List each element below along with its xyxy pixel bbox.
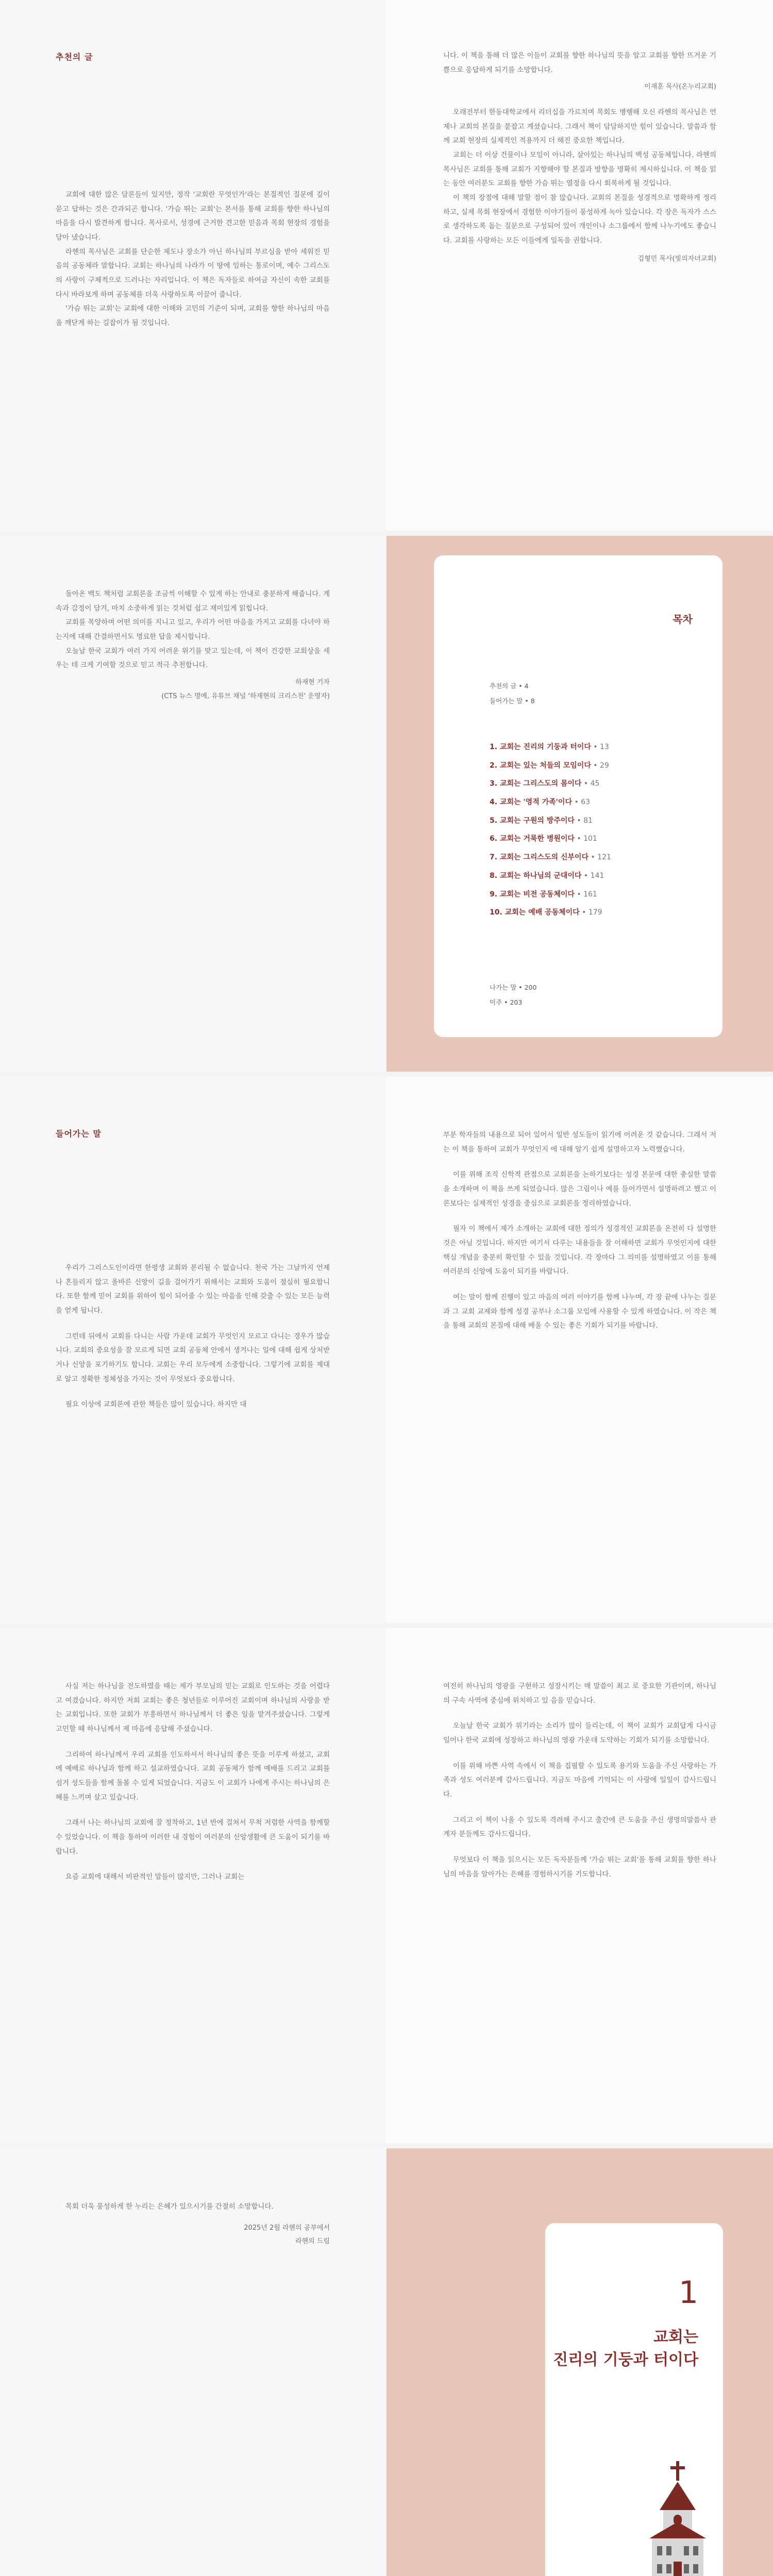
page-intro-right bbox=[386, 1077, 773, 1623]
toc-chapter-item[interactable]: 4. 교회는 '영적 가족'이다 • 63 bbox=[490, 798, 590, 807]
page-toc bbox=[386, 536, 773, 1072]
paragraph: 니다. 이 책을 통해 더 많은 이들이 교회를 향한 하나님의 뜻을 알고 교회를 향한 뜨거운 기쁨으로 응답하게 되기를 소망합니다. bbox=[443, 52, 716, 74]
body-text bbox=[443, 49, 716, 266]
body-text bbox=[56, 188, 330, 331]
paragraph: 이를 위해 조직 신학적 관점으로 교회론을 논하기보다는 성경 본문에 대한 충실한 말씀을 소개하며 이 책을 쓰게 되었습니다. 많은 그림이나 예를 들어가면서 설명하려고 했고 이론보다는 실제적인 성경을 중심으로 교회론을 정리하였습니다. bbox=[443, 1171, 716, 1208]
body-text bbox=[56, 2200, 330, 2249]
body-text bbox=[56, 1261, 330, 1412]
paragraph: 그리하여 하나님께서 우리 교회를 인도하셔서 하나님의 좋은 뜻을 이루게 하셨고, 교회에 예배로 하나님과 함께 하고 설교하였습니다. 교회 공동체가 함께 예배를 드리고 교회를 섬겨 성도들을 함께 돌볼 수 있게 되었습니다. 지금도 이 교회가 나에게 주시는 하나님의 은혜를 느끼며 살고 있습니다. bbox=[56, 1750, 330, 1802]
toc-item[interactable]: 추천의 글 • 4 bbox=[490, 682, 529, 690]
paragraph: 라헨의 목사님은 교회를 단순한 제도나 장소가 아닌 하나님의 부르심을 받아 세워진 믿음의 공동체라 말합니다. 교회는 하나님의 나라가 이 땅에 임하는 통로이며, 예수 그리스도의 사랑이 구체적으로 드러나는 자리입니다. 이 책은 독자들로 하여금 자신이 속한 교회를 다시 바라보게 하며 공동체를 더욱 사랑하도록 이끌어 줍니다. bbox=[56, 247, 330, 299]
toc-chapter-item[interactable]: 2. 교회는 있는 처들의 모임이다 • 29 bbox=[490, 761, 609, 770]
toc-chapter-item[interactable]: 1. 교회는 진리의 기둥과 터이다 • 13 bbox=[490, 743, 609, 751]
paragraph: 우리가 그리스도인이라면 한평생 교회와 분리될 수 없습니다. 천국 가는 그날까지 언제나 흔들리지 않고 올바른 신앙이 길을 걸어가기 위해서는 교회와 도움이 절실히 필요합니다. 또한 함께 믿어 교회를 위하여 힘이 되어줄 수 있는 마음을 인해 갖출 수 있는 모든 능력을 얻게 됩니다. bbox=[56, 1264, 330, 1315]
toc-item[interactable]: 들어가는 말 • 8 bbox=[490, 697, 535, 705]
signature: 라헨의 드림 bbox=[295, 2238, 330, 2246]
page-recommend-cont bbox=[0, 536, 386, 1072]
body-text bbox=[56, 587, 330, 703]
signature-note: (CTS 뉴스 명예, 유튜브 채널 '하재현의 크리스천' 운영자) bbox=[161, 692, 330, 700]
chapter-number: 1 bbox=[678, 2275, 698, 2311]
signature: 이재훈 목사(온누리교회) bbox=[644, 83, 716, 91]
page-chapter1 bbox=[386, 2148, 773, 2576]
paragraph: 이를 위해 바쁜 사역 속에서 이 책을 집필할 수 있도록 용기와 도움을 주신 사랑하는 가족과 성도 여러분께 감사드립니다. 지금도 마음에 기억되는 이 사랑에 일일이 감사드립니다. bbox=[443, 1761, 716, 1799]
paragraph: 목회 더욱 풍성하게 한 누리는 은혜가 있으시기를 간절히 소망합니다. bbox=[65, 2202, 274, 2211]
signature: 하재현 기자 bbox=[295, 679, 330, 687]
spread-recommend bbox=[0, 0, 773, 531]
spread-chapter-opener bbox=[0, 2148, 773, 2576]
page-intro-left bbox=[0, 1077, 386, 1623]
paragraph: 오늘날 한국 교회가 위기라는 소리가 많이 들리는데, 이 책이 교회가 교회답게 다시금 일어나 한국 교회에 성장하고 하나님의 영광 가운데 도약하는 기회가 되기를 소망합니다. bbox=[443, 1722, 716, 1745]
toc-chapter-item[interactable]: 9. 교회는 비전 공동체이다 • 161 bbox=[490, 890, 597, 899]
paragraph: 오늘날 한국 교회가 여러 가지 어려운 위기를 맞고 있는데, 이 책이 건강한 교회상을 세우는 데 크게 기여할 것으로 믿고 적극 추천합니다. bbox=[56, 647, 330, 670]
body-text bbox=[56, 1680, 330, 1885]
section-heading: 들어가는 말 bbox=[56, 1129, 102, 1139]
spread-toc bbox=[0, 536, 773, 1072]
toc-chapter-item[interactable]: 5. 교회는 구원의 방주이다 • 81 bbox=[490, 816, 593, 825]
signature-date: 2025년 2월 라헨의 공부에서 bbox=[244, 2224, 330, 2232]
page-intro-left-2 bbox=[0, 1628, 386, 2143]
page-intro-right-2 bbox=[386, 1628, 773, 2143]
toc-title: 목차 bbox=[673, 613, 693, 625]
paragraph: 교회를 목양하며 어떤 의미를 지니고 있고, 우리가 어떤 마음을 가지고 교회를 다녀야 하는지에 대해 간결하면서도 명료한 답을 제시합니다. bbox=[56, 618, 330, 641]
page-recommend-right bbox=[386, 0, 773, 531]
body-text bbox=[443, 1128, 716, 1333]
spread-intro bbox=[0, 1077, 773, 1623]
page-intro-end bbox=[0, 2148, 386, 2576]
paragraph: 그래서 나는 하나님의 교회에 잘 정착하고, 1년 반에 걸쳐서 무척 저렴한 사역을 함께할 수 있었습니다. 이 책을 통하여 이러한 내 경험이 여러분의 신앙생활에 큰 도움이 되기를 바랍니다. bbox=[56, 1819, 330, 1856]
toc-chapter-item[interactable]: 3. 교회는 그리스도의 몸이다 • 45 bbox=[490, 779, 600, 788]
toc-intro-list bbox=[490, 679, 535, 709]
toc-chapter-item[interactable]: 6. 교회는 거룩한 병원이다 • 101 bbox=[490, 835, 597, 843]
church-icon bbox=[647, 2461, 709, 2576]
paragraph: 돌아온 백도 책처럼 교회론을 조금씩 이해할 수 있게 하는 안내로 충분하게 해줍니다. 계속과 감정이 담겨, 마치 소중하게 읽는 것처럼 쉽고 재미있게 읽힙니다. bbox=[56, 590, 330, 613]
toc-item[interactable]: 미주 • 203 bbox=[490, 998, 523, 1006]
page-recommend-left bbox=[0, 0, 386, 531]
toc-chapter-item[interactable]: 7. 교회는 그리스도의 신부이다 • 121 bbox=[490, 853, 611, 862]
paragraph: 부분 학자들의 내용으로 되어 있어서 일반 성도들이 읽기에 어려운 것 같습니다. 그래서 저는 이 책을 통하여 교회가 무엇인지 에 대해 알기 쉽게 설명하고자 노력했습니다. bbox=[443, 1131, 716, 1154]
toc-chapter-list bbox=[490, 738, 611, 922]
paragraph: 사실 저는 하나님을 전도하였을 때는 제가 부모님의 믿는 교회로 인도하는 것을 어렵다고 여겼습니다. 하지만 저희 교회는 좋은 청년들로 이루어진 교회이며 하나님의 사랑을 받는 교회입니다. 또한 교회가 부흥하면서 하나님께서 더 좋은 일을 맡겨주셨습니다. 그렇게 고민할 때 하나님께서 제 마음에 응답해 주셨습니다. bbox=[56, 1682, 330, 1734]
paragraph: 필요 이상에 교회론에 관한 책들은 많이 있습니다. 하지만 대 bbox=[65, 1400, 247, 1409]
paragraph: 그런데 뒤에서 교회를 다니는 사람 가운데 교회가 무엇인지 모르고 다니는 경우가 많습니다. 교회의 중요성을 잘 모르게 되면 교회 공동체 안에서 생겨나는 일에 대해 쉽게 상처받거나 신앙을 포기하기도 합니다. 교회는 우리 모두에게 소중합니다. 그렇기에 교회를 제대로 알고 정확한 정체성을 가지는 것이 무엇보다 중요합니다. bbox=[56, 1332, 330, 1383]
toc-outro-list bbox=[490, 980, 536, 1010]
section-heading: 추천의 글 bbox=[56, 52, 93, 62]
chapter-title: 교회는 진리의 기둥과 터이다 bbox=[553, 2328, 698, 2369]
toc-chapter-item[interactable]: 8. 교회는 하나님의 군대이다 • 141 bbox=[490, 871, 604, 880]
paragraph: 이 책의 장점에 대해 말할 점이 참 많습니다. 교회의 본질을 성경적으로 명확하게 정리하고, 실제 목회 현장에서 경험한 이야기들이 풍성하게 녹아 있습니다. 각 장은 독자가 스스로 생각하도록 돕는 질문으로 구성되어 있어 개인이나 소그룹에서 함께 나누기에도 좋습니다. 교회를 사랑하는 모든 이들에게 일독을 권합니다. bbox=[443, 194, 716, 245]
paragraph: 교회는 더 이상 건물이나 모임이 아니라, 살아있는 하나님의 백성 공동체입니다. 라헨의 목사님은 교회를 통해 교회가 지향해야 할 본질과 방향을 명확히 제시하십니다. 이 책을 읽는 동안 여러분도 교회를 향한 가슴 뛰는 열정을 다시 회복하게 될 것입니다. bbox=[443, 151, 716, 188]
paragraph: 여전히 하나님의 영광을 구현하고 성장시키는 매 말씀이 최고 로 중요한 기관이며, 하나님의 구속 사역에 중심에 위치하고 있 음을 믿습니다. bbox=[443, 1682, 716, 1705]
paragraph: '가슴 뛰는 교회'는 교회에 대한 이해와 고민의 기준이 되며, 교회를 향한 하나님의 마음을 깨닫게 하는 길잡이가 될 것입니다. bbox=[56, 304, 330, 328]
paragraph: 여는 말이 함께 진행이 있고 마음의 여러 이야기를 함께 나누며, 각 장 끝에 나누는 질문과 그 교회 교제와 함께 성경 공부나 소그룹 모임에 사용할 수 있게 하였습니다. 이 작은 책을 통해 교회의 본질에 대해 배울 수 있는 좋은 기회가 되기를 바랍니다. bbox=[443, 1293, 716, 1330]
paragraph: 그리고 이 책이 나올 수 있도록 격려해 주시고 출간에 큰 도움을 주신 생명의말씀사 관계자 분들께도 감사드립니다. bbox=[443, 1816, 716, 1839]
paragraph: 요즘 교회에 대해서 비판적인 말들이 많지만, 그러나 교회는 bbox=[65, 1873, 245, 1882]
paragraph: 교회에 대한 많은 담론들이 있지만, 정작 '교회란 무엇인가'라는 본질적인 질문에 깊이 묻고 답하는 것은 간과되곤 합니다. '가슴 뛰는 교회'는 본서를 통해 교회를 향한 하나님의 마음을 다시 발견하게 합니다. 목사로서, 성경에 근거한 견고한 믿음과 목회 현장의 경험을 담아 냈습니다. bbox=[56, 191, 330, 242]
paragraph: 필자 이 책에서 제가 소개하는 교회에 대한 정의가 성경적인 교회론을 온전히 다 설명한 것은 아닐 것입니다. 하지만 여기서 다루는 내용들을 잘 이해하면 교회가 무엇인지에 대한 핵심 개념을 충분히 확인할 수 있을 것입니다. 각 장마다 그 의미를 설명하였고 이를 통해 여러분의 신앙에 도움이 되기를 바랍니다. bbox=[443, 1225, 716, 1276]
spread-intro-2 bbox=[0, 1628, 773, 2143]
body-text bbox=[443, 1680, 716, 1882]
chapter-card bbox=[545, 2223, 723, 2576]
paragraph: 무엇보다 이 책을 읽으시는 모든 독자분들께 '가슴 뛰는 교회'를 통해 교회를 향한 하나님의 마음을 알아가는 은혜를 경험하시기를 기도합니다. bbox=[443, 1856, 716, 1878]
toc-item[interactable]: 나가는 말 • 200 bbox=[490, 984, 537, 991]
paragraph: 오래전부터 한동대학교에서 리더십을 가르치며 목회도 병행해 오신 라헨의 목사님은 언제나 교회의 본질을 붙잡고 계셨습니다. 그래서 책이 담담하지만 힘이 있습니다. 말씀과 함께 교회 현장의 실제적인 적용까지 더 해진 중요한 책입니다. bbox=[443, 108, 716, 145]
toc-card bbox=[434, 555, 722, 1037]
toc-chapter-item[interactable]: 10. 교회는 예배 공동체이다 • 179 bbox=[490, 908, 602, 917]
signature: 김형민 목사(빛의자녀교회) bbox=[637, 255, 716, 263]
